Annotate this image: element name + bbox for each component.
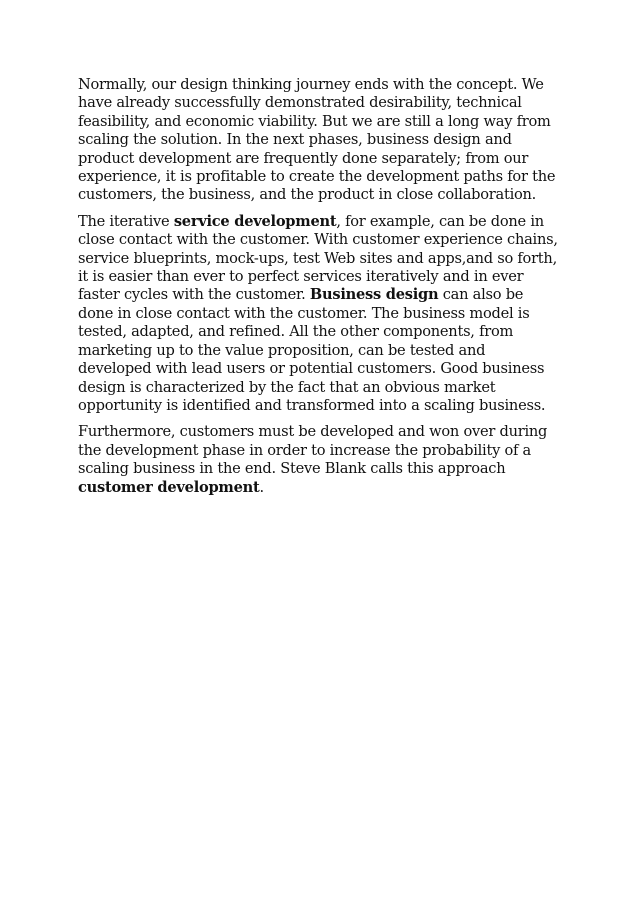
term-business-design: Business design xyxy=(309,286,439,304)
paragraph-2-text-3: can also be done in close contact with the customer. The business model is tested, adapted, and refined. All the other components, from marketing up to the value proposition, can be tested and developed with lead users or potential customers. Good business design is characterized by the fact that an obvious market opportunity is identified and transformed into a scaling business. xyxy=(78,286,546,414)
paragraph-2-text-1: The iterative xyxy=(78,212,174,230)
paragraph-3 xyxy=(78,423,560,497)
document-body xyxy=(78,76,560,505)
paragraph-3-text-2: . xyxy=(259,478,264,496)
paragraph-2 xyxy=(78,213,560,415)
paragraph-1: Normally, our design thinking journey ends with the concept. We have already successfully demonstrated desirability, technical feasibility, and economic viability. But we are still a long way from scaling the solution. In the next phases, business design and product development are frequently done separately; from our experience, it is profitable to create the development paths for the customers, the business, and the product in close collaboration. xyxy=(78,76,556,204)
term-customer-development: customer development xyxy=(78,478,260,496)
paragraph-3-text-1: Furthermore, customers must be developed and won over during the development phase in order to increase the probability of a scaling business in the end. Steve Blank calls this approach xyxy=(78,423,548,478)
paragraph-2-text-2: , for example, can be done in close contact with the customer. With customer experience chains, service blueprints, mock-ups, test Web sites and apps,and so forth, it is easier than ever to perfect services iteratively and in ever faster cycles with the customer. xyxy=(78,212,558,304)
term-service-development: service development xyxy=(173,212,337,230)
